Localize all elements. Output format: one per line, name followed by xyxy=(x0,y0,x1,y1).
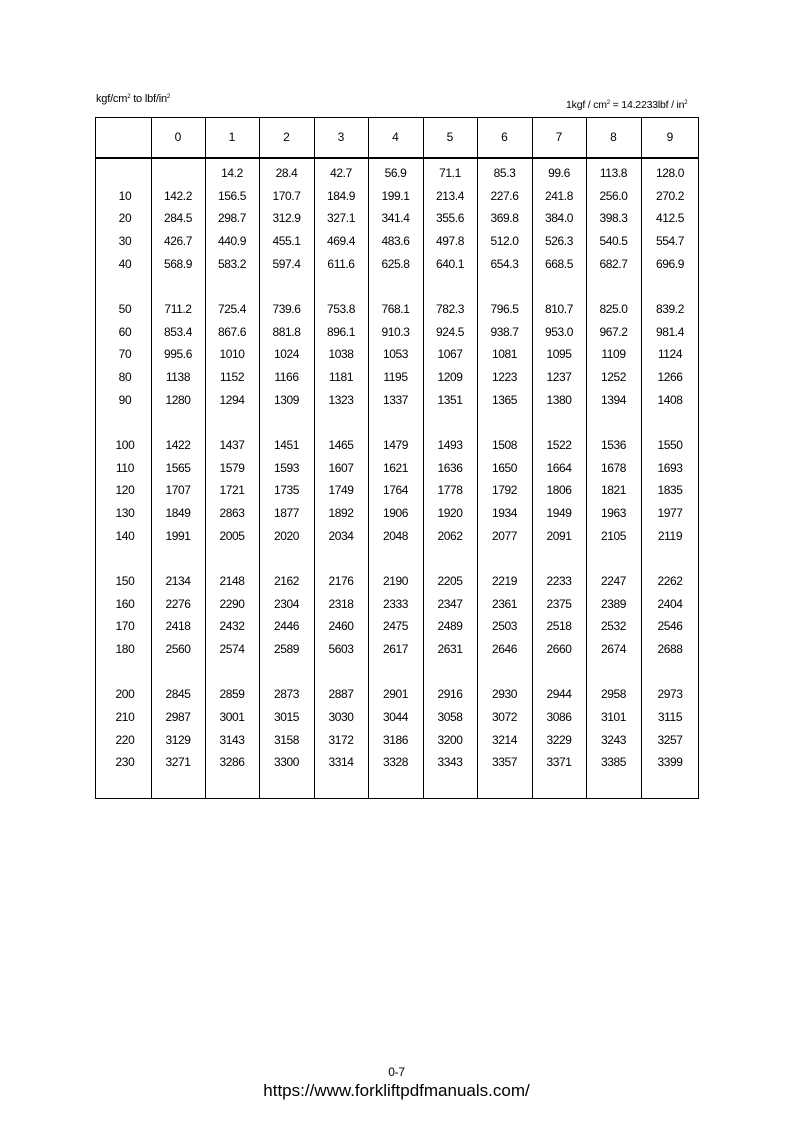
table-cell: 1266 xyxy=(657,370,683,385)
row-label: 210 xyxy=(115,710,135,724)
table-cell: 2333 xyxy=(382,596,409,611)
table-row xyxy=(96,457,698,479)
table-cell: 1152 xyxy=(219,370,245,385)
table-row xyxy=(96,185,698,207)
factor-superscript: 2 xyxy=(606,100,610,106)
column-header: 4 xyxy=(392,130,399,144)
table-cell: 1934 xyxy=(491,506,518,521)
table-cell: 3030 xyxy=(328,710,354,724)
table-cell: 42.7 xyxy=(330,166,352,180)
table-cell: 1053 xyxy=(382,347,409,362)
table-cell: 2119 xyxy=(657,528,683,543)
table-cell: 184.9 xyxy=(326,188,356,203)
table-cell: 2863 xyxy=(219,506,245,521)
table-cell: 625.8 xyxy=(381,256,410,271)
table-cell: 2219 xyxy=(491,574,518,588)
table-row xyxy=(96,502,698,524)
table-cell: 1166 xyxy=(274,370,299,385)
table-cell: 284.5 xyxy=(163,211,193,226)
table-cell: 256.0 xyxy=(599,188,628,203)
table-cell: 341.4 xyxy=(381,211,410,226)
table-cell: 1323 xyxy=(328,392,354,407)
table-cell: 583.2 xyxy=(217,256,247,271)
table-cell: 2916 xyxy=(437,687,463,702)
table-cell: 1493 xyxy=(437,438,463,452)
table-cell: 298.7 xyxy=(217,211,247,226)
table-cell: 2190 xyxy=(382,574,409,588)
table-cell: 1707 xyxy=(165,483,191,498)
table-cell: 2176 xyxy=(328,574,354,588)
table-cell: 1408 xyxy=(657,392,683,407)
table-cell: 1721 xyxy=(219,483,245,498)
table-cell: 2233 xyxy=(546,574,572,588)
column-header: 5 xyxy=(446,130,454,144)
title-superscript: 2 xyxy=(127,94,131,100)
table-cell: 2859 xyxy=(219,687,245,702)
table-cell: 2887 xyxy=(328,687,354,702)
table-cell: 142.2 xyxy=(163,188,193,203)
table-cell: 2503 xyxy=(491,619,518,634)
table-cell: 512.0 xyxy=(490,234,519,249)
table-cell: 2304 xyxy=(273,596,300,611)
table-row xyxy=(96,615,698,637)
table-cell: 2148 xyxy=(219,574,245,588)
table-row xyxy=(96,298,698,320)
table-cell: 1906 xyxy=(382,506,409,521)
table-cell: 3001 xyxy=(219,710,245,724)
table-cell: 1479 xyxy=(382,438,409,452)
table-cell: 1138 xyxy=(165,370,191,385)
row-label: 50 xyxy=(118,302,132,316)
table-cell: 2446 xyxy=(273,619,300,634)
table-cell: 3129 xyxy=(165,732,191,747)
factor-lhs: 1kgf / cm xyxy=(566,99,607,111)
table-cell: 2361 xyxy=(491,596,518,611)
table-cell: 1693 xyxy=(657,460,683,475)
table-cell: 312.9 xyxy=(272,211,301,226)
factor-superscript: 2 xyxy=(684,100,688,106)
table-cell: 1109 xyxy=(601,347,626,362)
row-label: 140 xyxy=(115,528,135,543)
table-cell: 2631 xyxy=(437,642,463,657)
row-label: 130 xyxy=(115,506,135,521)
table-cell: 2375 xyxy=(546,596,572,611)
table-cell: 1451 xyxy=(273,438,300,452)
table-cell: 853.4 xyxy=(163,324,193,339)
table-row xyxy=(96,207,698,229)
table-cell: 2062 xyxy=(437,528,463,543)
row-label: 70 xyxy=(118,347,132,362)
table-cell: 782.3 xyxy=(435,302,465,316)
table-cell: 2901 xyxy=(382,687,409,702)
table-cell: 3172 xyxy=(328,732,354,747)
table-cell: 1294 xyxy=(219,392,245,407)
table-cell: 1181 xyxy=(328,370,354,385)
table-cell: 270.2 xyxy=(655,188,685,203)
table-cell: 128.0 xyxy=(655,166,685,180)
table-cell: 2048 xyxy=(382,528,409,543)
row-label: 120 xyxy=(115,483,135,498)
row-label: 90 xyxy=(118,392,132,407)
table-cell: 1621 xyxy=(382,460,409,475)
table-cell: 1010 xyxy=(219,347,245,362)
table-cell: 2574 xyxy=(219,642,245,657)
table-cell: 1678 xyxy=(600,460,627,475)
table-cell: 981.4 xyxy=(655,324,685,339)
conversion-factor xyxy=(566,99,687,111)
table-cell: 1067 xyxy=(437,347,463,362)
table-cell: 3229 xyxy=(546,732,572,747)
table-cell: 3357 xyxy=(491,755,518,770)
table-cell: 1806 xyxy=(546,483,572,498)
column-header: 8 xyxy=(610,130,617,144)
table-row xyxy=(96,706,698,728)
table-cell: 2688 xyxy=(657,642,683,657)
table-cell: 1877 xyxy=(273,506,300,521)
table-cell: 2290 xyxy=(219,596,245,611)
table-cell: 1465 xyxy=(328,438,354,452)
table-row xyxy=(96,366,698,388)
table-cell: 924.5 xyxy=(435,324,465,339)
column-header: 6 xyxy=(501,130,508,144)
row-label: 150 xyxy=(115,574,135,588)
table-cell: 1422 xyxy=(165,438,191,452)
table-cell: 2347 xyxy=(437,596,463,611)
table-cell: 3385 xyxy=(600,755,627,770)
table-cell: 810.7 xyxy=(544,302,574,316)
row-label: 180 xyxy=(115,642,135,657)
table-cell: 2958 xyxy=(600,687,627,702)
table-cell: 2546 xyxy=(657,619,683,634)
row-label: 230 xyxy=(115,755,135,770)
table-cell: 640.1 xyxy=(435,256,465,271)
table-cell: 3371 xyxy=(546,755,572,770)
table-cell: 199.1 xyxy=(381,188,410,203)
table-cell: 1778 xyxy=(437,483,463,498)
table-cell: 3257 xyxy=(657,732,683,747)
row-label: 200 xyxy=(115,687,135,702)
table-cell: 2560 xyxy=(165,642,191,657)
row-label: 10 xyxy=(118,188,132,203)
table-cell: 796.5 xyxy=(490,302,519,316)
table-cell: 1821 xyxy=(600,483,627,498)
row-label: 220 xyxy=(115,732,135,747)
header-divider xyxy=(96,157,698,159)
table-cell: 3343 xyxy=(437,755,463,770)
table-cell: 3044 xyxy=(382,710,409,724)
table-cell: 28.4 xyxy=(275,166,298,180)
table-cell: 71.1 xyxy=(439,166,461,180)
table-cell: 3214 xyxy=(491,732,518,747)
table-cell: 2532 xyxy=(600,619,627,634)
table-cell: 1607 xyxy=(328,460,354,475)
table-row xyxy=(96,751,698,773)
table-cell: 1579 xyxy=(219,460,245,475)
table-cell: 1337 xyxy=(382,392,409,407)
table-cell: 3200 xyxy=(437,732,463,747)
table-cell: 2489 xyxy=(437,619,463,634)
column-header: 7 xyxy=(555,130,563,144)
table-row xyxy=(96,162,698,184)
table-row xyxy=(96,683,698,705)
table-cell: 3101 xyxy=(600,710,627,724)
table-cell: 56.9 xyxy=(384,166,407,180)
table-cell: 1081 xyxy=(491,347,518,362)
table-cell: 2460 xyxy=(328,619,354,634)
table-cell: 426.7 xyxy=(163,234,193,249)
table-cell: 3243 xyxy=(600,732,627,747)
table-cell: 1351 xyxy=(437,392,463,407)
table-cell: 170.7 xyxy=(272,188,301,203)
table-cell: 526.3 xyxy=(544,234,574,249)
table-cell: 113.8 xyxy=(599,166,628,180)
table-cell: 995.6 xyxy=(163,347,193,362)
row-label: 40 xyxy=(118,256,132,271)
table-cell: 2944 xyxy=(546,687,572,702)
row-label: 30 xyxy=(118,234,132,249)
column-header: 0 xyxy=(174,130,182,144)
table-cell: 1252 xyxy=(600,370,627,385)
table-cell: 953.0 xyxy=(544,324,574,339)
table-cell: 398.3 xyxy=(599,211,628,226)
table-cell: 440.9 xyxy=(217,234,247,249)
table-cell: 839.2 xyxy=(655,302,685,316)
table-cell: 1095 xyxy=(546,347,572,362)
table-row xyxy=(96,570,698,592)
table-cell: 825.0 xyxy=(599,302,628,316)
table-cell: 2873 xyxy=(273,687,300,702)
table-cell: 2589 xyxy=(273,642,300,657)
row-label: 80 xyxy=(118,370,132,385)
table-cell: 2205 xyxy=(437,574,463,588)
table-cell: 2318 xyxy=(328,596,354,611)
table-cell: 1749 xyxy=(328,483,354,498)
table-cell: 597.4 xyxy=(272,256,301,271)
table-cell: 497.8 xyxy=(435,234,465,249)
table-cell: 1977 xyxy=(657,506,683,521)
table-cell: 1522 xyxy=(546,438,572,452)
table-cell: 1636 xyxy=(437,460,463,475)
table-cell: 2162 xyxy=(273,574,300,588)
table-cell: 3286 xyxy=(219,755,245,770)
table-row xyxy=(96,593,698,615)
table-cell: 739.6 xyxy=(272,302,301,316)
table-cell: 1038 xyxy=(328,347,354,362)
table-cell: 682.7 xyxy=(599,256,628,271)
table-row xyxy=(96,253,698,275)
table-cell: 2105 xyxy=(600,528,627,543)
table-cell: 99.6 xyxy=(548,166,570,180)
table-cell: 3158 xyxy=(273,732,300,747)
row-label: 160 xyxy=(115,596,135,611)
table-cell: 2475 xyxy=(382,619,409,634)
table-cell: 1963 xyxy=(600,506,627,521)
column-header: 3 xyxy=(337,130,345,144)
footer-url: https://www.forkliftpdfmanuals.com/ xyxy=(263,1081,530,1100)
table-cell: 2404 xyxy=(657,596,683,611)
title-superscript: 2 xyxy=(166,94,171,100)
table-cell: 768.1 xyxy=(381,302,410,316)
table-cell: 1209 xyxy=(437,370,463,385)
table-row xyxy=(96,479,698,501)
table-cell: 1437 xyxy=(219,438,245,452)
table-row xyxy=(96,525,698,547)
table-cell: 2091 xyxy=(546,528,572,543)
table-row xyxy=(96,638,698,660)
table-cell: 2418 xyxy=(165,619,191,634)
table-cell: 3399 xyxy=(657,755,683,770)
table-cell: 1380 xyxy=(546,392,572,407)
table-cell: 455.1 xyxy=(272,234,301,249)
table-cell: 881.8 xyxy=(272,324,301,339)
column-header: 1 xyxy=(228,130,236,144)
table-cell: 725.4 xyxy=(217,302,247,316)
page-number: 0-7 xyxy=(388,1065,405,1079)
table-cell: 2432 xyxy=(219,619,245,634)
table-cell: 938.7 xyxy=(490,324,519,339)
column-header: 2 xyxy=(283,130,290,144)
table-cell: 711.2 xyxy=(164,302,192,316)
conversion-table xyxy=(95,117,699,799)
table-cell: 2646 xyxy=(491,642,518,657)
table-cell: 1536 xyxy=(600,438,627,452)
table-cell: 213.4 xyxy=(435,188,465,203)
table-cell: 1365 xyxy=(491,392,518,407)
table-cell: 2930 xyxy=(491,687,518,702)
table-cell: 2276 xyxy=(165,596,191,611)
table-cell: 3115 xyxy=(657,710,683,724)
table-cell: 540.5 xyxy=(599,234,628,249)
row-label: 20 xyxy=(118,211,132,226)
table-row xyxy=(96,434,698,456)
table-cell: 2518 xyxy=(546,619,572,634)
table-cell: 2617 xyxy=(382,642,409,657)
table-cell: 1735 xyxy=(273,483,300,498)
table-cell: 3143 xyxy=(219,732,245,747)
table-cell: 867.6 xyxy=(217,324,247,339)
title-unit-from: kgf/cm xyxy=(96,93,128,105)
table-cell: 14.2 xyxy=(221,166,243,180)
table-cell: 2845 xyxy=(165,687,191,702)
table-cell: 3015 xyxy=(273,710,300,724)
table-cell: 3300 xyxy=(273,755,300,770)
table-cell: 1508 xyxy=(491,438,518,452)
table-cell: 2247 xyxy=(600,574,627,588)
row-label: 110 xyxy=(115,460,135,475)
table-cell: 355.6 xyxy=(435,211,465,226)
table-cell: 384.0 xyxy=(544,211,574,226)
table-cell: 1280 xyxy=(165,392,191,407)
table-title xyxy=(96,93,170,105)
factor-rhs: = 14.2233lbf / in xyxy=(609,99,685,111)
table-cell: 412.5 xyxy=(655,211,685,226)
table-cell: 3314 xyxy=(328,755,354,770)
table-cell: 1195 xyxy=(383,370,408,385)
table-cell: 1650 xyxy=(491,460,518,475)
table-cell: 1024 xyxy=(273,347,300,362)
table-cell: 1764 xyxy=(382,483,409,498)
table-cell: 469.4 xyxy=(326,234,356,249)
table-cell: 3058 xyxy=(437,710,463,724)
table-cell: 2134 xyxy=(165,574,191,588)
table-cell: 896.1 xyxy=(326,324,356,339)
table-cell: 1991 xyxy=(165,528,191,543)
table-cell: 1237 xyxy=(546,370,572,385)
table-row xyxy=(96,230,698,252)
table-row xyxy=(96,343,698,365)
table-cell: 2987 xyxy=(165,710,191,724)
table-cell: 2020 xyxy=(273,528,300,543)
table-cell: 241.8 xyxy=(544,188,574,203)
table-cell: 1309 xyxy=(273,392,300,407)
table-cell: 227.6 xyxy=(490,188,519,203)
table-cell: 3186 xyxy=(382,732,409,747)
table-cell: 327.1 xyxy=(326,211,356,226)
table-cell: 483.6 xyxy=(381,234,410,249)
table-cell: 654.3 xyxy=(490,256,519,271)
table-cell: 1849 xyxy=(165,506,191,521)
table-cell: 1593 xyxy=(273,460,300,475)
table-row xyxy=(96,389,698,411)
table-cell: 1792 xyxy=(491,483,518,498)
table-cell: 2034 xyxy=(328,528,354,543)
table-cell: 1949 xyxy=(546,506,572,521)
table-row xyxy=(96,321,698,343)
table-cell: 910.3 xyxy=(381,324,410,339)
table-cell: 668.5 xyxy=(544,256,574,271)
row-label: 100 xyxy=(115,438,135,452)
table-cell: 2262 xyxy=(657,574,683,588)
table-cell: 369.8 xyxy=(490,211,519,226)
row-label: 170 xyxy=(115,619,135,634)
row-label: 60 xyxy=(118,324,132,339)
table-cell: 1892 xyxy=(328,506,354,521)
table-cell: 1565 xyxy=(165,460,191,475)
table-cell: 5603 xyxy=(328,642,354,657)
table-cell: 1664 xyxy=(546,460,572,475)
table-cell: 2389 xyxy=(600,596,627,611)
title-unit-to: to lbf/in xyxy=(130,93,167,105)
table-cell: 2077 xyxy=(491,528,518,543)
table-cell: 2660 xyxy=(546,642,572,657)
table-cell: 611.6 xyxy=(327,256,355,271)
table-cell: 2973 xyxy=(657,687,683,702)
table-cell: 753.8 xyxy=(326,302,356,316)
table-cell: 3328 xyxy=(382,755,409,770)
table-cell: 156.5 xyxy=(217,188,247,203)
table-cell: 3072 xyxy=(491,710,518,724)
table-cell: 2005 xyxy=(219,528,245,543)
table-cell: 696.9 xyxy=(655,256,685,271)
table-cell: 1394 xyxy=(600,392,627,407)
table-cell: 1920 xyxy=(437,506,463,521)
table-cell: 1223 xyxy=(491,370,518,385)
table-cell: 568.9 xyxy=(163,256,193,271)
column-header: 9 xyxy=(666,130,674,144)
table-cell: 85.3 xyxy=(493,166,516,180)
table-cell: 1124 xyxy=(657,347,683,362)
table-cell: 2674 xyxy=(600,642,627,657)
table-cell: 1550 xyxy=(657,438,683,452)
table-cell: 3086 xyxy=(546,710,572,724)
table-row xyxy=(96,729,698,751)
table-cell: 1835 xyxy=(657,483,683,498)
table-cell: 554.7 xyxy=(655,234,685,249)
table-cell: 3271 xyxy=(165,755,191,770)
table-cell: 967.2 xyxy=(599,324,628,339)
